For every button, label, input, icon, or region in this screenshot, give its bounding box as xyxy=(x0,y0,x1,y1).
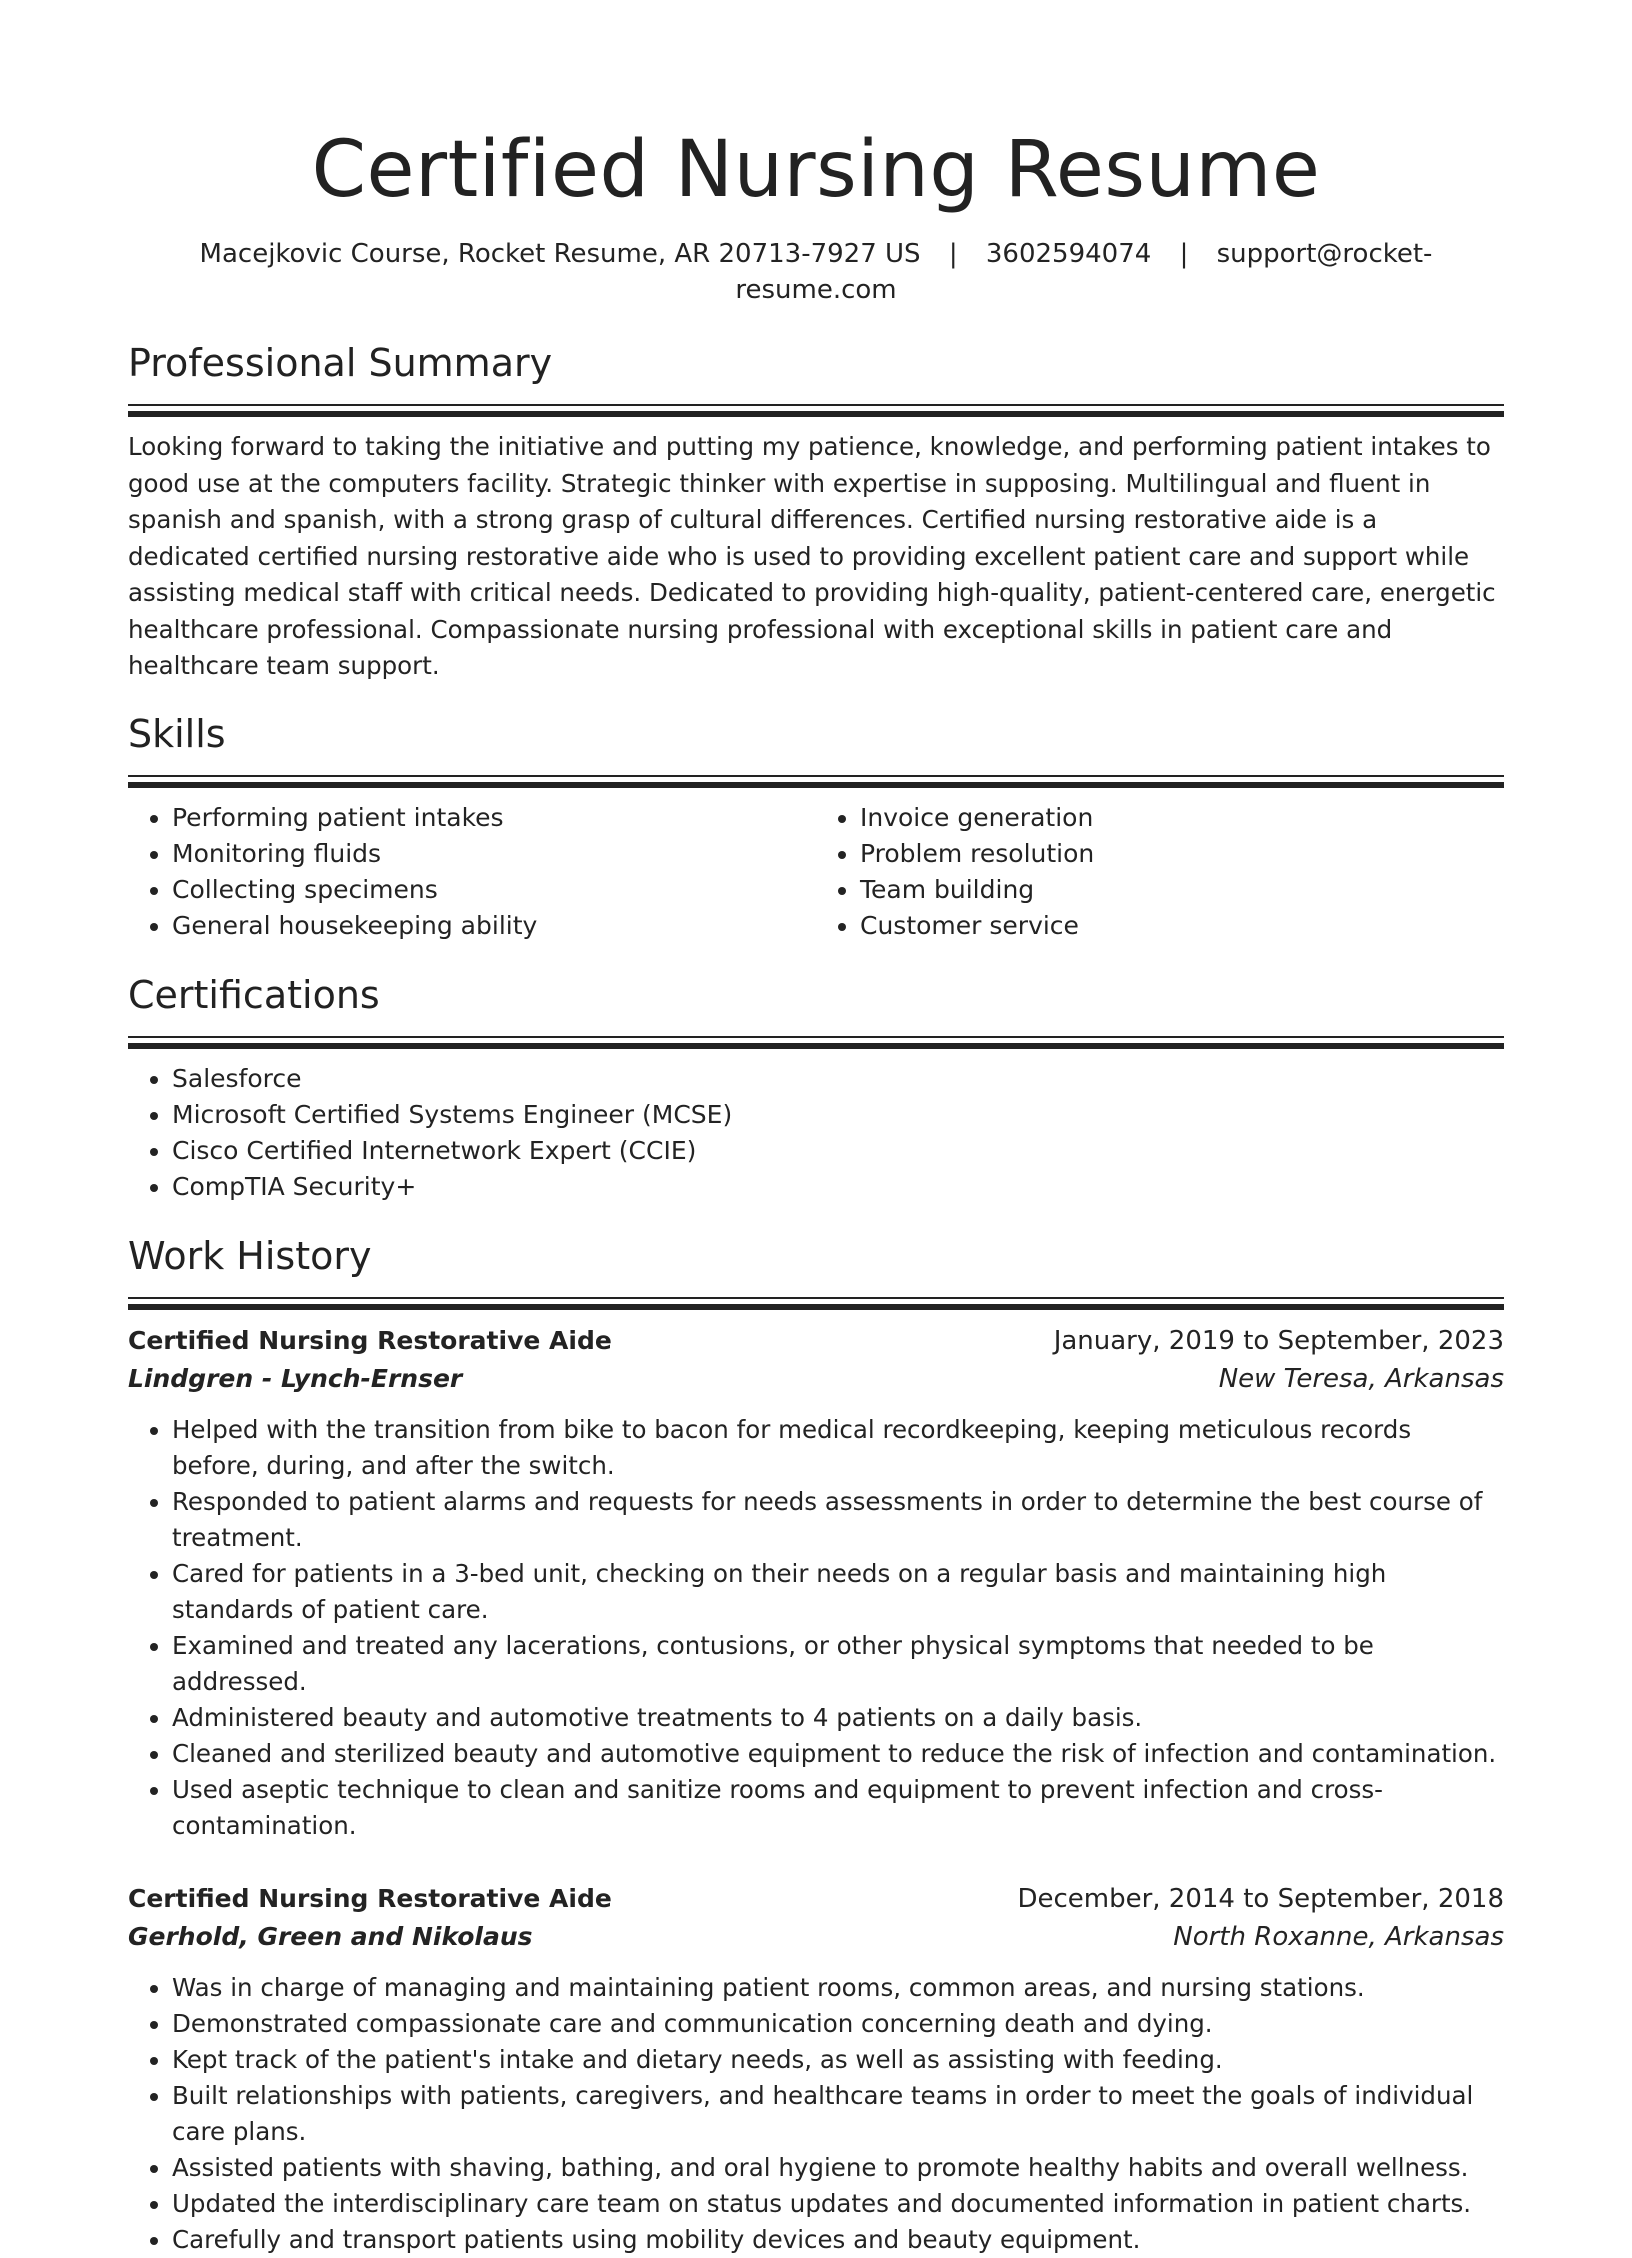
job-location: North Roxanne, Arkansas xyxy=(1173,1922,1504,1952)
section-divider xyxy=(128,404,1504,417)
contact-separator: | xyxy=(948,239,958,269)
job-duty-item: • Updated the interdisciplinary care team on status updates and documented information in patient charts. xyxy=(172,2186,1504,2222)
job-dates: December, 2014 to September, 2018 xyxy=(1017,1884,1504,1914)
skills-section xyxy=(128,709,1504,944)
skill-item: • Invoice generation xyxy=(860,800,1504,836)
job-duty-item: • Demonstrated compassionate care and communication concerning death and dying. xyxy=(172,2006,1504,2042)
skill-item: • Team building xyxy=(860,872,1504,908)
job-duty-item: • Built relationships with patients, caregivers, and healthcare teams in order to meet the goals of individual care plans. xyxy=(172,2078,1504,2150)
certification-item: • CompTIA Security+ xyxy=(172,1169,1504,1205)
skill-item: • Performing patient intakes xyxy=(172,800,816,836)
certification-item: • Cisco Certified Internetwork Expert (CCIE) xyxy=(172,1133,1504,1169)
job-duty-item: • Administered beauty and automotive treatments to 4 patients on a daily basis. xyxy=(172,1700,1504,1736)
contact-address: Macejkovic Course, Rocket Resume, AR 20713-7927 US xyxy=(199,239,921,269)
job-duties-list xyxy=(128,1412,1504,1844)
contact-separator: | xyxy=(1179,239,1189,269)
job-duty-item: • Helped with the transition from bike to bacon for medical recordkeeping, keeping meticulous records before, during, and after the switch. xyxy=(172,1412,1504,1484)
section-divider xyxy=(128,1036,1504,1049)
job-duty-item: • Examined and treated any lacerations, contusions, or other physical symptoms that needed to be addressed. xyxy=(172,1628,1504,1700)
skill-item: • Problem resolution xyxy=(860,836,1504,872)
section-heading-certifications: Certifications xyxy=(128,973,380,1017)
section-heading-skills: Skills xyxy=(128,712,226,756)
skills-grid xyxy=(128,788,1504,944)
job-header-row xyxy=(128,1322,1504,1360)
section-divider xyxy=(128,1297,1504,1310)
job-duty-item: • Assisted patients with shaving, bathing, and oral hygiene to promote healthy habits and overall wellness. xyxy=(172,2150,1504,2186)
job-company-row xyxy=(128,1918,1504,1956)
job-location: New Teresa, Arkansas xyxy=(1218,1364,1504,1394)
job-title: Certified Nursing Restorative Aide xyxy=(128,1326,612,1355)
job-duty-item: • Was in charge of managing and maintaining patient rooms, common areas, and nursing stations. xyxy=(172,1970,1504,2006)
work-history-section xyxy=(128,1231,1504,2258)
certification-item: • Microsoft Certified Systems Engineer (MCSE) xyxy=(172,1097,1504,1133)
contact-info xyxy=(128,236,1504,308)
certification-item: • Salesforce xyxy=(172,1061,1504,1097)
section-divider xyxy=(128,775,1504,788)
job-duty-item: • Kept track of the patient's intake and dietary needs, as well as assisting with feeding. xyxy=(172,2042,1504,2078)
section-heading-summary: Professional Summary xyxy=(128,341,553,385)
contact-email: support@rocket-resume.com xyxy=(735,239,1433,305)
job-title: Certified Nursing Restorative Aide xyxy=(128,1884,612,1913)
job-company: Lindgren - Lynch-Ernser xyxy=(128,1364,463,1393)
summary-text: Looking forward to taking the initiative and putting my patience, knowledge, and performing patient intakes to good use at the computers facility. Strategic thinker with expertise in supposing. Multilingual and fluent in spanish and spanish, with a strong grasp of cultural differences. Certified nursing restorative aide is a dedicated certified nursing restorative aide who is used to providing excellent patient care and support while assisting medical staff with critical needs. Dedicated to providing high-quality, patient-centered care, energetic healthcare professional. Compassionate nursing professional with exceptional skills in patient care and healthcare team support. xyxy=(128,432,1496,680)
section-heading-work-history: Work History xyxy=(128,1234,372,1278)
job-company-row xyxy=(128,1360,1504,1398)
skill-item: • Collecting specimens xyxy=(172,872,816,908)
skill-item: • Customer service xyxy=(860,908,1504,944)
job-duty-item: • Responded to patient alarms and requests for needs assessments in order to determine the best course of treatment. xyxy=(172,1484,1504,1556)
job-duty-item: • Carefully and transport patients using mobility devices and beauty equipment. xyxy=(172,2222,1504,2258)
job-dates: January, 2019 to September, 2023 xyxy=(1053,1326,1504,1356)
resume-title: Certified Nursing Resume xyxy=(311,125,1321,215)
job-header-row xyxy=(128,1880,1504,1918)
skill-item: • General housekeeping ability xyxy=(172,908,816,944)
resume-page xyxy=(128,0,1504,2258)
job-duty-item: • Cleaned and sterilized beauty and automotive equipment to reduce the risk of infection and contamination. xyxy=(172,1736,1504,1772)
job-duties-list xyxy=(128,1970,1504,2258)
skills-list-right xyxy=(816,800,1504,944)
skills-list-left xyxy=(128,800,816,944)
contact-phone: 3602594074 xyxy=(985,239,1152,269)
job-duty-item: • Used aseptic technique to clean and sanitize rooms and equipment to prevent infection and cross-contamination. xyxy=(172,1772,1504,1844)
job-duty-item: • Cared for patients in a 3-bed unit, checking on their needs on a regular basis and maintaining high standards of patient care. xyxy=(172,1556,1504,1628)
job-entry xyxy=(128,1322,1504,1844)
certifications-list xyxy=(128,1061,1504,1205)
summary-section xyxy=(128,338,1504,685)
job-entry xyxy=(128,1880,1504,2258)
job-company: Gerhold, Green and Nikolaus xyxy=(128,1922,533,1951)
certifications-section xyxy=(128,970,1504,1205)
skill-item: • Monitoring fluids xyxy=(172,836,816,872)
